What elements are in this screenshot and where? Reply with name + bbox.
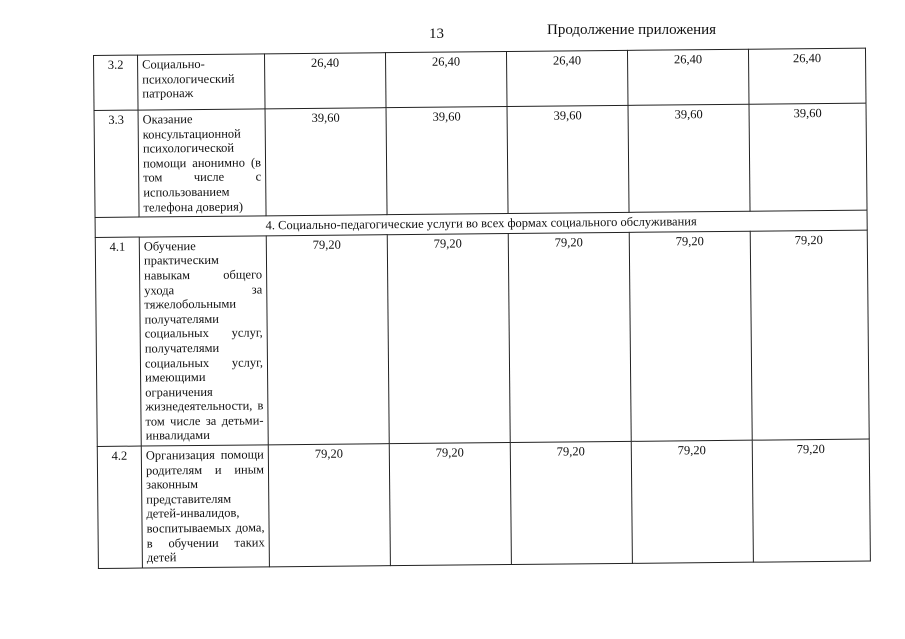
- value-cell: 39,60: [749, 103, 867, 211]
- service-name: Организация помощи родителям и иным законным представителям детей-инвалидов, воспитываемых дома, в обучении таких детей: [141, 445, 269, 568]
- value-cell: 79,20: [268, 444, 390, 567]
- value-cell: 79,20: [629, 231, 752, 441]
- value-cell: 79,20: [508, 232, 631, 442]
- page-number: 13: [429, 26, 444, 42]
- service-name: Социально-психологический патронаж: [138, 54, 266, 110]
- table-row: [94, 48, 866, 110]
- service-name: Оказание консультационной психологической помощи анонимно (в том числе с использованием телефона доверия): [138, 109, 266, 217]
- row-number: 3.3: [94, 110, 139, 218]
- value-cell: 26,40: [627, 49, 749, 105]
- value-cell: 79,20: [631, 440, 753, 563]
- value-cell: 26,40: [264, 53, 386, 109]
- value-cell: 39,60: [386, 107, 508, 215]
- value-cell: 39,60: [265, 108, 387, 216]
- value-cell: 39,60: [507, 105, 629, 213]
- value-cell: 26,40: [748, 48, 866, 104]
- value-cell: 79,20: [387, 233, 510, 443]
- value-cell: 79,20: [752, 439, 870, 562]
- row-number: 4.2: [97, 446, 142, 568]
- value-cell: 79,20: [389, 443, 511, 566]
- value-cell: 79,20: [750, 230, 869, 440]
- row-number: 4.1: [95, 237, 141, 447]
- value-cell: 26,40: [506, 50, 628, 106]
- value-cell: 26,40: [385, 52, 507, 108]
- continuation-title: Продолжение приложения: [547, 22, 717, 38]
- table-row: [95, 230, 869, 447]
- row-number: 3.2: [94, 55, 139, 110]
- tariff-table: [93, 48, 871, 569]
- value-cell: 39,60: [628, 104, 750, 212]
- service-name: Обучение практическим навыкам общего ухода за тяжелобольными получателями социальных услуг, получателями социальных услуг, имеющими ограничения жизнедеятельности, в том числе за детьми-инвалидами: [139, 236, 268, 447]
- table-row: [97, 439, 870, 568]
- table-row: [94, 103, 867, 218]
- section-title: 4. Социально-педагогические услуги во всех формах социального обслуживания: [95, 210, 867, 237]
- value-cell: 79,20: [266, 234, 389, 444]
- value-cell: 79,20: [510, 441, 632, 564]
